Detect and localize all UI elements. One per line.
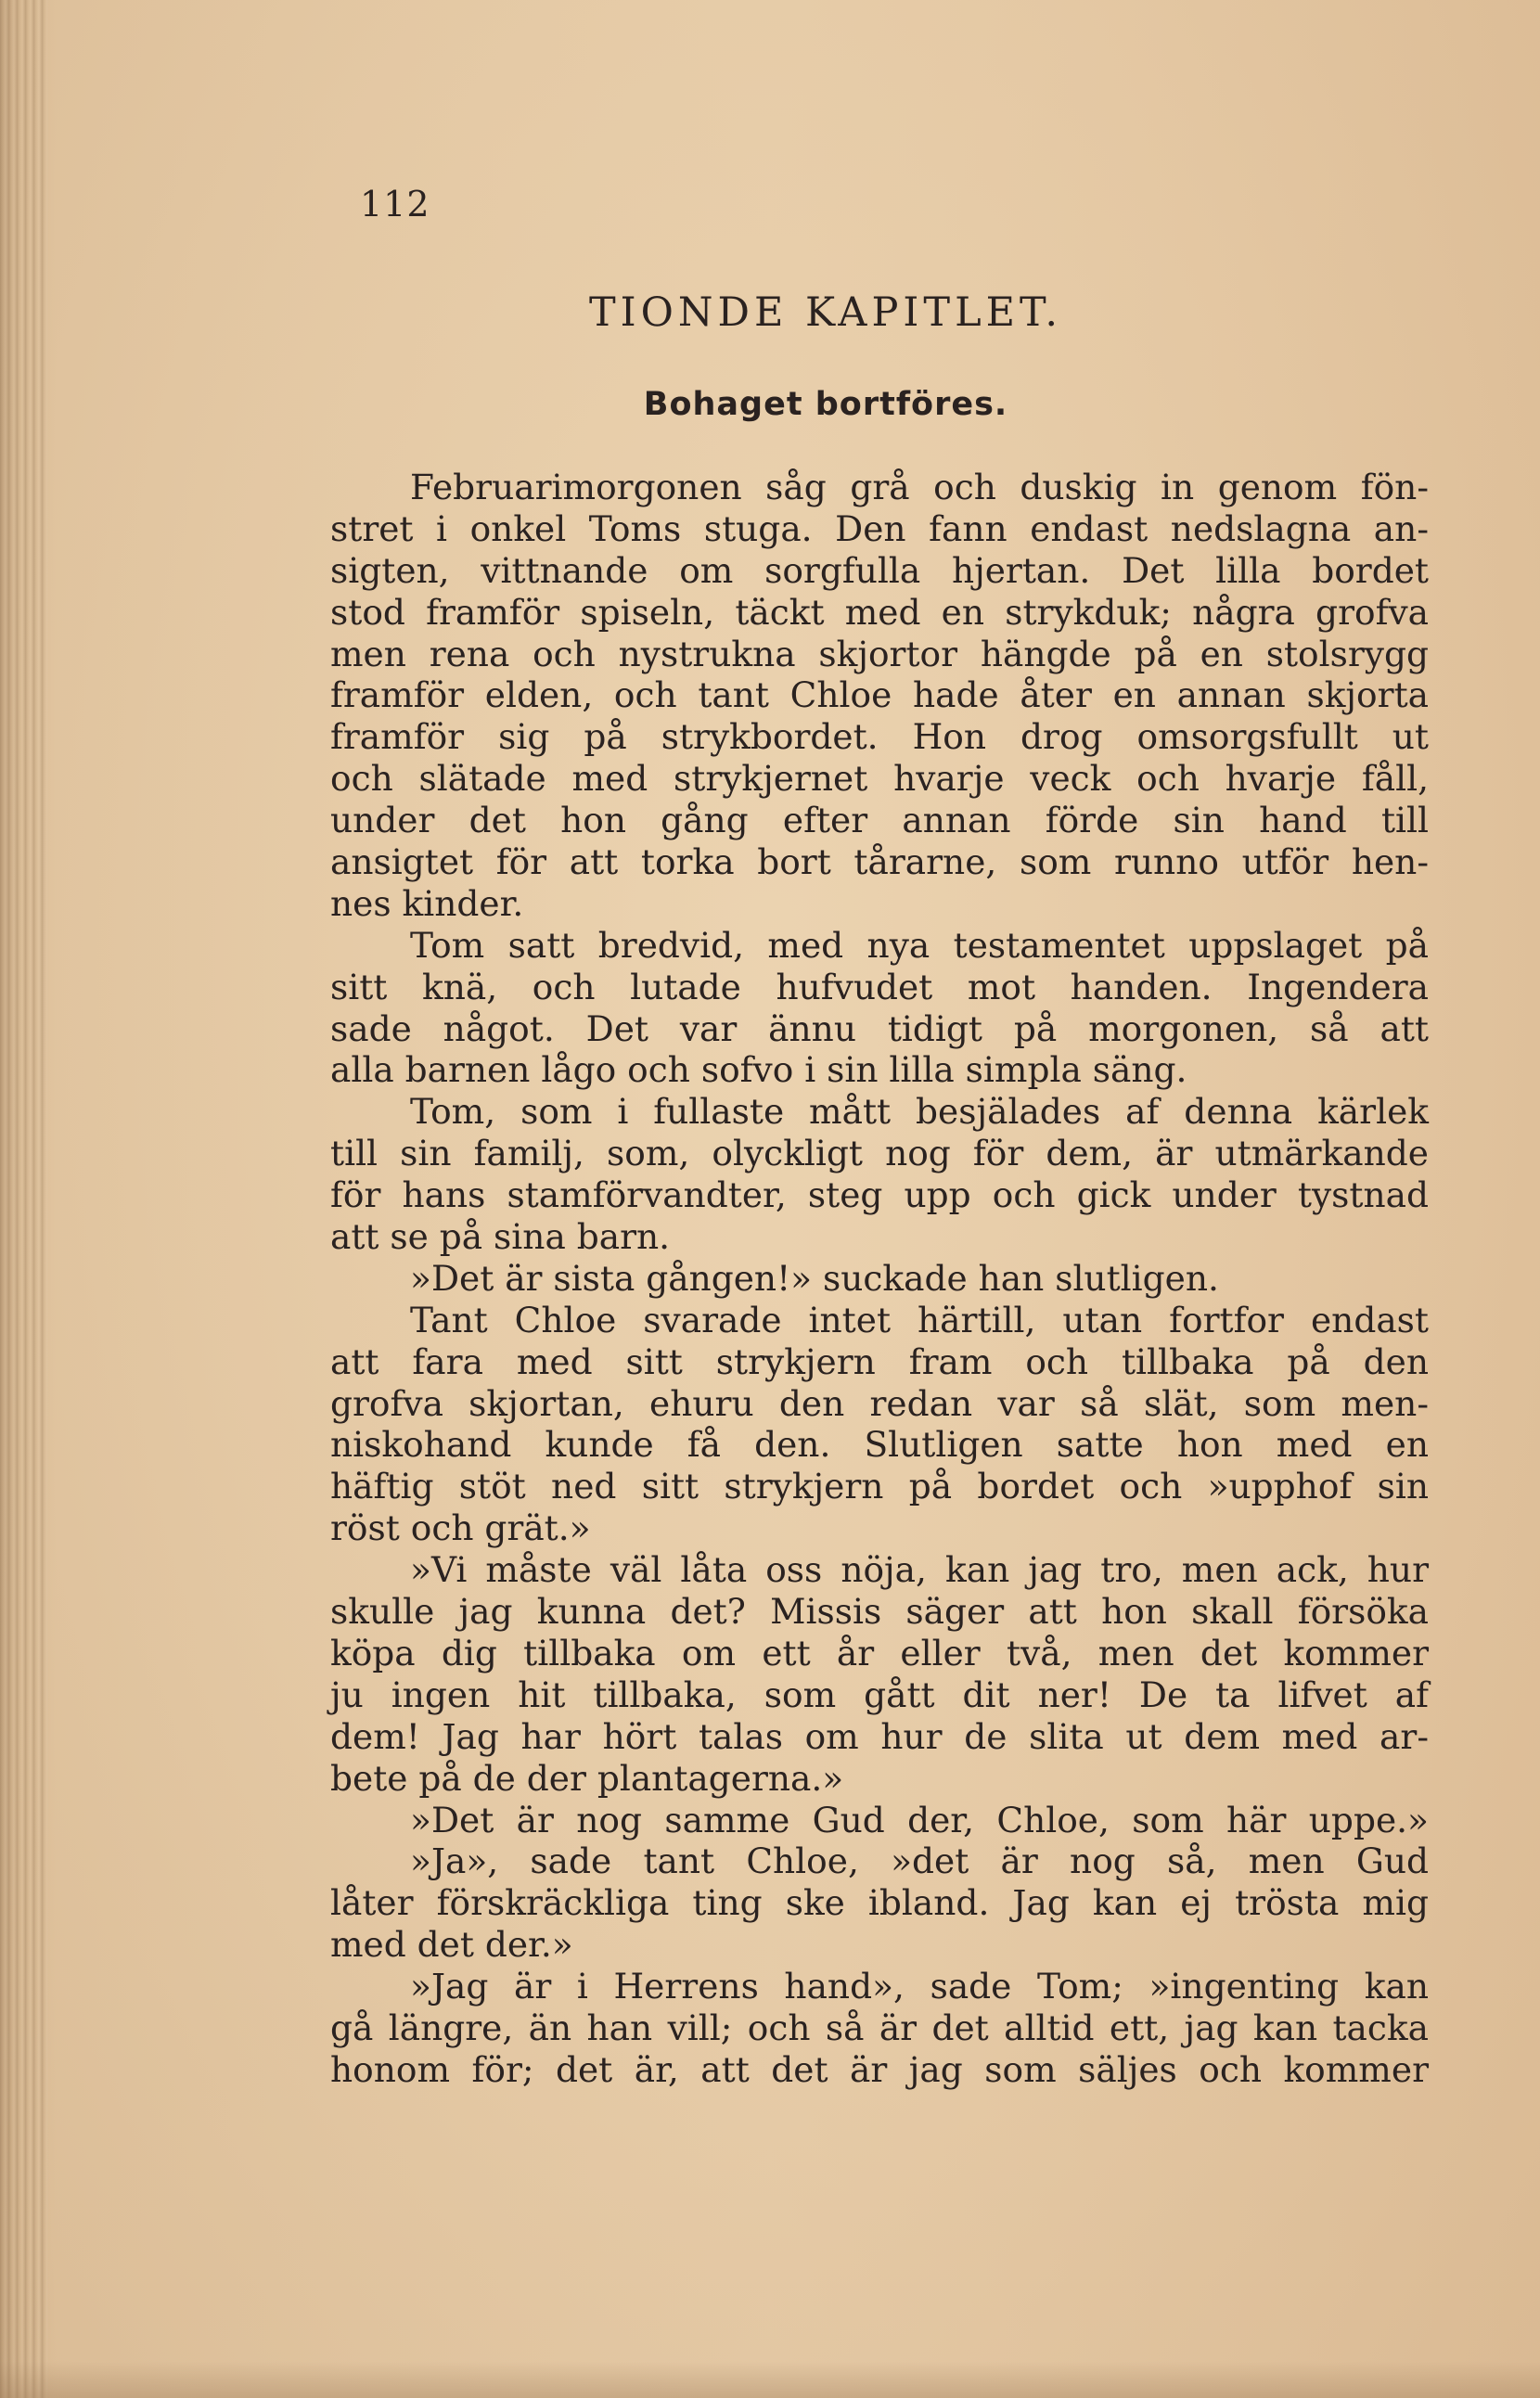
text-line: alla barnen lågo och sofvo i sin lilla simpla säng. — [330, 1049, 1187, 1091]
text-line: sade något. Det var ännu tidigt på morgonen, så att — [330, 1007, 1429, 1049]
text-line: Februarimorgonen såg grå och duskig in genom fön- — [410, 467, 1429, 507]
text-line: att se på sina barn. — [330, 1216, 671, 1258]
text-line: låter förskräckliga ting ske ibland. Jag kan ej trösta mig — [330, 1882, 1429, 1924]
text-line: bete på de der plantagerna.» — [330, 1757, 844, 1799]
text-line: skulle jag kunna det? Missis säger att hon skall försöka — [330, 1591, 1429, 1633]
text-line: med det der.» — [330, 1924, 573, 1966]
text-line: »Vi måste väl låta oss nöja, kan jag tro, men ack, hur — [410, 1549, 1429, 1591]
text-line: niskohand kunde få den. Slutligen satte hon med en — [330, 1424, 1429, 1466]
text-line: röst och grät.» — [330, 1507, 591, 1549]
text-line: honom för; det är, att det är jag som säljes och kommer — [330, 2048, 1429, 2090]
text-line: »Ja», sade tant Chloe, »det är nog så, men Gud — [410, 1840, 1429, 1882]
text-line: framför sig på strykbordet. Hon drog omsorgsfullt ut — [330, 716, 1429, 758]
text-line: att fara med sitt strykjern fram och tillbaka på den — [330, 1340, 1429, 1382]
text-line: nes kinder. — [330, 882, 524, 924]
body-text — [330, 467, 1429, 2091]
text-line: dem! Jag har hört talas om hur de slita ut dem med ar- — [330, 1715, 1429, 1757]
text-line: »Det är sista gången!» suckade han slutligen. — [410, 1257, 1219, 1299]
text-line: Tom satt bredvid, med nya testamentet uppslaget på — [410, 924, 1429, 966]
chapter-title: TIONDE KAPITLET. — [588, 289, 1063, 336]
text-line: ansigtet för att torka bort tårarne, som runno utför hen- — [330, 841, 1429, 883]
text-line: gå längre, än han vill; och så är det alltid ett, jag kan tacka — [330, 2007, 1429, 2048]
text-line: Tant Chloe svarade intet härtill, utan fortfor endast — [410, 1299, 1429, 1340]
page-number: 112 — [360, 184, 430, 224]
text-line: köpa dig tillbaka om ett år eller två, men det kommer — [330, 1632, 1429, 1673]
text-line: och slätade med strykjernet hvarje veck och hvarje fåll, — [330, 758, 1429, 800]
text-line: »Det är nog samme Gud der, Chloe, som här uppe.» — [410, 1799, 1429, 1840]
text-line: sitt knä, och lutade hufvudet mot handen. Ingendera — [330, 966, 1429, 1007]
text-line: till sin familj, som, olyckligt nog för dem, är utmärkande — [330, 1133, 1429, 1174]
text-line: grofva skjortan, ehuru den redan var så slät, som men- — [330, 1382, 1429, 1424]
text-line: Tom, som i fullaste mått besjälades af denna kärlek — [410, 1091, 1429, 1133]
text-line: stret i onkel Toms stuga. Den fann endast nedslagna an- — [330, 507, 1429, 549]
page-bottom-shadow — [0, 2361, 1540, 2398]
text-line: för hans stamförvandter, steg upp och gick under tystnad — [330, 1174, 1429, 1216]
text-line: men rena och nystrukna skjortor hängde på en stolsrygg — [330, 633, 1429, 674]
chapter-subtitle: Bohaget bortföres. — [643, 386, 1008, 423]
text-line: framför elden, och tant Chloe hade åter en annan skjorta — [330, 674, 1429, 716]
text-line: stod framför spiseln, täckt med en strykduk; några grofva — [330, 591, 1429, 633]
text-line: under det hon gång efter annan förde sin hand till — [330, 800, 1429, 841]
text-line: ju ingen hit tillbaka, som gått dit ner! De ta lifvet af — [330, 1673, 1429, 1715]
text-line: sigten, vittnande om sorgfulla hjertan. Det lilla bordet — [330, 549, 1429, 591]
book-binding-edge — [0, 0, 48, 2398]
text-line: häftig stöt ned sitt strykjern på bordet och »upphof sin — [330, 1466, 1429, 1507]
text-line: »Jag är i Herrens hand», sade Tom; »ingenting kan — [410, 1966, 1429, 2007]
